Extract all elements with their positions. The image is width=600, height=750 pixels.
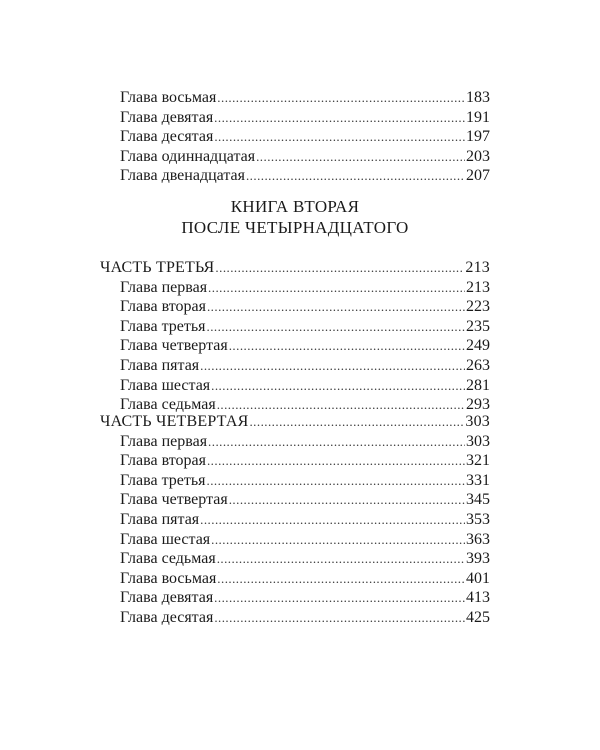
toc-entry-label: Глава девятая <box>120 589 214 607</box>
toc-entry-page: 197 <box>466 128 490 146</box>
toc-entry-page: 331 <box>466 471 490 489</box>
toc-entry[interactable] <box>100 549 490 569</box>
toc-entry-page: 223 <box>466 298 490 316</box>
toc-entry-page: 263 <box>466 356 490 374</box>
toc-part-label: ЧАСТЬ ТРЕТЬЯ <box>100 259 215 276</box>
toc-entry[interactable] <box>100 451 490 471</box>
toc-entry-label: Глава первая <box>120 432 208 450</box>
toc-entry[interactable] <box>100 490 490 510</box>
toc-part-label: ЧАСТЬ ЧЕТВЕРТАЯ <box>100 413 249 430</box>
leader-dots <box>215 258 464 278</box>
leader-dots <box>200 356 465 376</box>
toc-entry-label: Глава вторая <box>120 452 206 470</box>
toc-entry[interactable] <box>100 376 490 396</box>
leader-dots <box>229 336 465 356</box>
leader-dots <box>208 432 465 452</box>
book-title: КНИГА ВТОРАЯ <box>230 197 360 216</box>
book-subtitle: ПОСЛЕ ЧЕТЫРНАДЦАТОГО <box>181 218 409 237</box>
toc-entry-page: 249 <box>466 337 490 355</box>
toc-entry-label: Глава шестая <box>120 530 211 548</box>
toc-entry-label: Глава седьмая <box>120 550 216 568</box>
leader-dots <box>200 510 465 530</box>
toc-entry[interactable] <box>100 569 490 589</box>
toc-entry-page: 281 <box>466 376 490 394</box>
toc-entry[interactable] <box>100 127 490 147</box>
leader-dots <box>229 490 465 510</box>
toc-entry-label: Глава восьмая <box>120 89 217 106</box>
toc-part-page: 303 <box>465 413 490 430</box>
toc-entry[interactable] <box>100 166 490 186</box>
leader-dots <box>214 588 465 608</box>
toc-entry[interactable] <box>100 108 490 128</box>
leader-dots <box>207 471 465 491</box>
toc-entry-label: Глава десятая <box>120 128 214 146</box>
toc-entry-page: 425 <box>466 608 490 626</box>
toc-entry[interactable] <box>100 356 490 376</box>
leader-dots <box>214 127 465 147</box>
toc-entry-page: 207 <box>466 167 490 185</box>
leader-dots <box>211 530 465 550</box>
toc-entry[interactable] <box>100 588 490 608</box>
leader-dots <box>249 412 464 432</box>
toc-entry[interactable] <box>100 147 490 167</box>
leader-dots <box>256 147 465 167</box>
toc-entry[interactable] <box>100 530 490 550</box>
leader-dots <box>217 549 465 569</box>
toc-entry[interactable] <box>100 278 490 298</box>
toc-entry-page: 321 <box>466 452 490 470</box>
leader-dots <box>214 608 465 628</box>
toc-entry-page: 413 <box>466 589 490 607</box>
toc-part-four <box>100 412 490 628</box>
toc-entry-label: Глава четвертая <box>120 491 228 509</box>
leader-dots <box>217 569 465 589</box>
leader-dots <box>207 297 465 317</box>
book-heading <box>100 196 490 238</box>
leader-dots <box>211 376 465 396</box>
toc-entry-label: Глава двенадцатая <box>120 167 245 185</box>
toc-entry-label: Глава вторая <box>120 298 206 316</box>
toc-entry[interactable] <box>100 336 490 356</box>
toc-part-entry[interactable] <box>100 412 490 432</box>
toc-entry-page: 203 <box>466 147 490 165</box>
toc-entry-page: 191 <box>466 108 490 126</box>
leader-dots <box>217 88 465 108</box>
toc-entry-page: 353 <box>466 510 490 528</box>
toc-entry[interactable] <box>100 608 490 628</box>
leader-dots <box>207 451 465 471</box>
toc-entry[interactable] <box>100 317 490 337</box>
toc-entry-label: Глава пятая <box>120 510 200 528</box>
toc-entry-label: Глава шестая <box>120 376 211 394</box>
toc-entry-page: 393 <box>466 550 490 568</box>
toc-entry-page: 401 <box>466 569 490 587</box>
toc-entry-label: Глава третья <box>120 317 206 335</box>
leader-dots <box>208 278 465 298</box>
toc-entry[interactable] <box>100 88 490 108</box>
toc-entry-label: Глава третья <box>120 471 206 489</box>
toc-entry-label: Глава девятая <box>120 108 214 126</box>
leader-dots <box>207 317 465 337</box>
leader-dots <box>246 166 465 186</box>
toc-entry-label: Глава первая <box>120 278 208 296</box>
toc-part-entry[interactable] <box>100 258 490 278</box>
toc-entry-page: 303 <box>466 432 490 450</box>
toc-entry-label: Глава одиннадцатая <box>120 147 256 165</box>
toc-top-chapters <box>100 88 490 186</box>
toc-part-three <box>100 258 490 415</box>
toc-entry-page: 213 <box>466 278 490 296</box>
toc-entry-label: Глава седьмая <box>120 396 216 414</box>
toc-part-page: 213 <box>465 259 490 276</box>
toc-entry-label: Глава восьмая <box>120 569 217 587</box>
toc-entry[interactable] <box>100 432 490 452</box>
toc-entry-label: Глава пятая <box>120 356 200 374</box>
toc-entry-page: 235 <box>466 317 490 335</box>
toc-entry-page: 183 <box>466 89 490 106</box>
toc-entry-label: Глава десятая <box>120 608 214 626</box>
toc-entry-page: 345 <box>466 491 490 509</box>
toc-entry-page: 363 <box>466 530 490 548</box>
toc-entry-page: 293 <box>466 396 490 414</box>
toc-entry[interactable] <box>100 297 490 317</box>
toc-entry[interactable] <box>100 510 490 530</box>
toc-entry[interactable] <box>100 471 490 491</box>
leader-dots <box>214 108 465 128</box>
toc-entry-label: Глава четвертая <box>120 337 228 355</box>
